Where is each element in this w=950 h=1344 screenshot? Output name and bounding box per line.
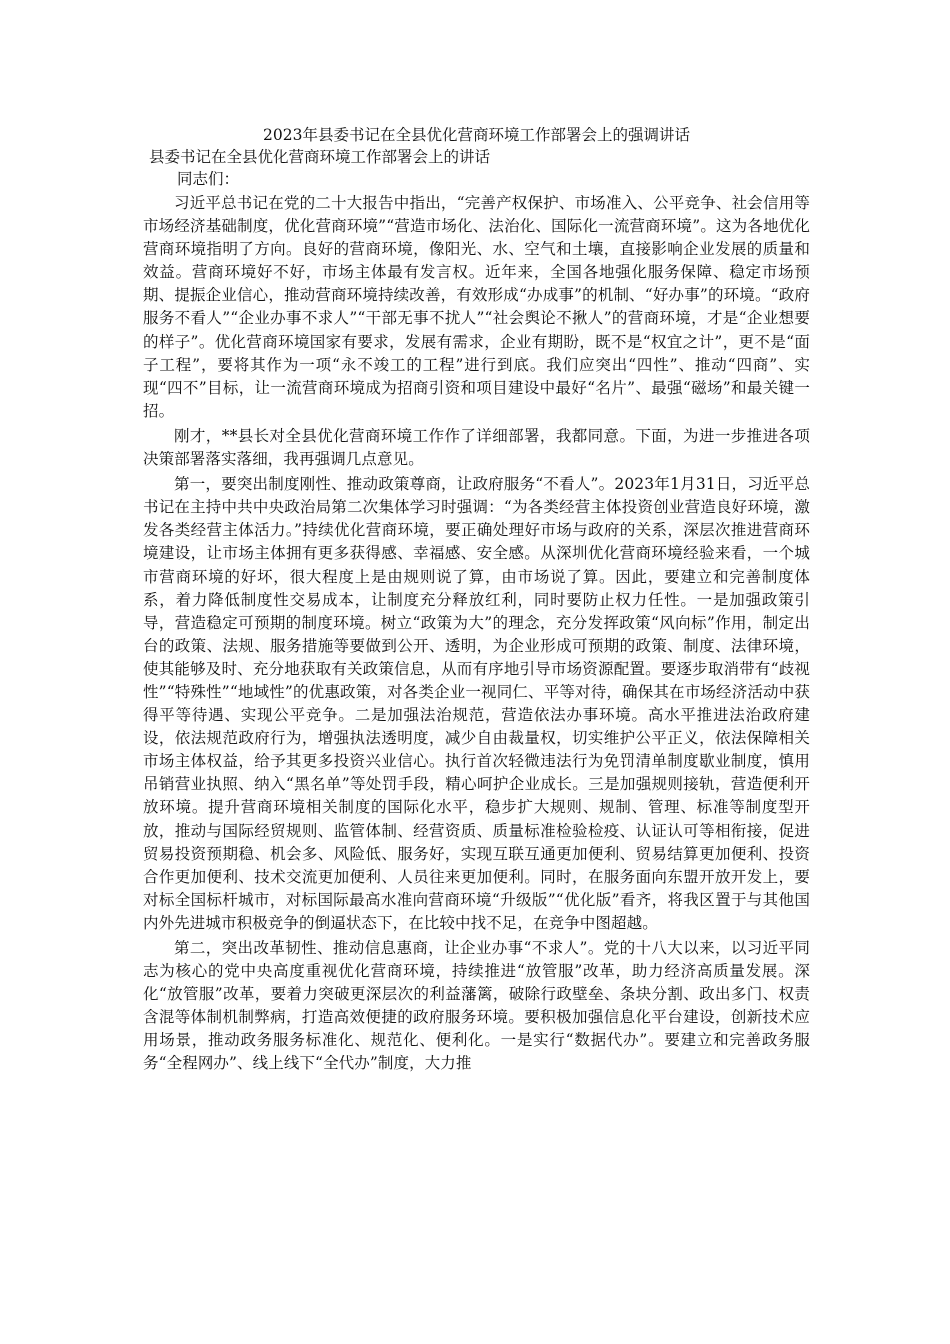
- document-body: [143, 124, 810, 1078]
- paragraph-point-two: 第二，突出改革韧性、推动信息惠商，让企业办事“不求人”。党的十八大以来，以习近平同志为核心的党中央高度重视优化营商环境，持续推进“放管服”改革，助力经济高质量发展。深化“放管服”改革，要着力突破更深层次的利益藩篱，破除行政壁垒、条块分割、政出多门、权责含混等体制机制弊病，打造高效便捷的政府服务环境。要积极加强信息化平台建设，创新技术应用场景，推动政务服务标准化、规范化、便利化。一是实行“数据代办”。要建立和完善政务服务“全程网办”、线上线下“全代办”制度，大力推: [143, 939, 810, 1073]
- paragraph-point-one: 第一，要突出制度刚性、推动政策尊商，让政府服务“不看人”。2023年1月31日，习近平总书记在主持中共中央政治局第二次集体学习时强调：“为各类经营主体投资创业营造良好环境，激发各类经营主体活力。”持续优化营商环境，要正确处理好市场与政府的关系，深层次推进营商环境建设，让市场主体拥有更多获得感、幸福感、安全感。从深圳优化营商环境经验来看，一个城市营商环境的好坏，很大程度上是由规则说了算，由市场说了算。因此，要建立和完善制度体系，着力降低制度性交易成本，让制度充分释放红利，同时要防止权力任性。一是加强政策引导，营造稳定可预期的制度环境。树立“政策为大”的理念，充分发挥政策“风向标”作用，制定出台的政策、法规、服务措施等要做到公开、透明，为企业形成可预期的政策、制度、法律环境，使其能够及时、充分地获取有关政策信息，从而有序地引导市场资源配置。要逐步取消带有“歧视性”“特殊性”“地域性”的优惠政策，对各类企业一视同仁、平等对待，确保其在市场经济活动中获得平等待遇、实现公平竞争。二是加强法治规范，营造依法办事环境。高水平推进法治政府建设，依法规范政府行为，增强执法透明度，减少自由裁量权，切实维护公平正义，依法保障相关市场主体权益，给予其更多投资兴业信心。执行首次轻微违法行为免罚清单制度歇业制度，慎用吊销营业执照、纳入“黑名单”等处罚手段，精心呵护企业成长。三是加强规则接轨，营造便利开放环境。提升营商环境相关制度的国际化水平，稳步扩大规则、规制、管理、标准等制度型开放，推动与国际经贸规则、监管体制、经营资质、质量标准检验检疫、认证认可等相衔接，促进贸易投资预期稳、机会多、风险低、服务好，实现互联互通更加便利、贸易结算更加便利、投资合作更加便利、技术交流更加便利、人员往来更加便利。同时，在服务面向东盟开放开发上，要对标全国标杆城市，对标国际最高水准向营商环境“升级版”“优化版”看齐，将我区置于与其他国内外先进城市积极竞争的倒逼状态下，在比较中找不足，在竞争中图超越。: [143, 475, 810, 932]
- salutation: 同志们：: [177, 170, 240, 188]
- document-title: 2023年县委书记在全县优化营商环境工作部署会上的强调讲话: [263, 126, 690, 144]
- document-subtitle: 县委书记在全县优化营商环境工作部署会上的讲话: [149, 148, 491, 166]
- paragraph-intro: 习近平总书记在党的二十大报告中指出，“完善产权保护、市场准入、公平竞争、社会信用等市场经济基础制度，优化营商环境”“营造市场化、法治化、国际化一流营商环境”。这为各地优化营商环境指明了方向。良好的营商环境，像阳光、水、空气和土壤，直接影响企业发展的质量和效益。营商环境好不好，市场主体最有发言权。近年来，全国各地强化服务保障、稳定市场预期、提振企业信心，推动营商环境持续改善，有效形成“办成事”的机制、“好办事”的环境。“政府服务不看人”“企业办事不求人”“干部无事不扰人”“社会舆论不揪人”的营商环境，才是“企业想要的样子”。优化营商环境国家有要求，发展有需求，企业有期盼，既不是“权宜之计”，更不是“面子工程”，要将其作为一项“永不竣工的工程”进行到底。我们应突出“四性”、推动“四商”、实现“四不”目标，让一流营商环境成为招商引资和项目建设中最好“名片”、最强“磁场”和最关键一招。: [143, 194, 811, 420]
- paragraph-transition: 刚才，**县长对全县优化营商环境工作作了详细部署，我都同意。下面，为进一步推进各项决策部署落实落细，我再强调几点意见。: [143, 426, 810, 469]
